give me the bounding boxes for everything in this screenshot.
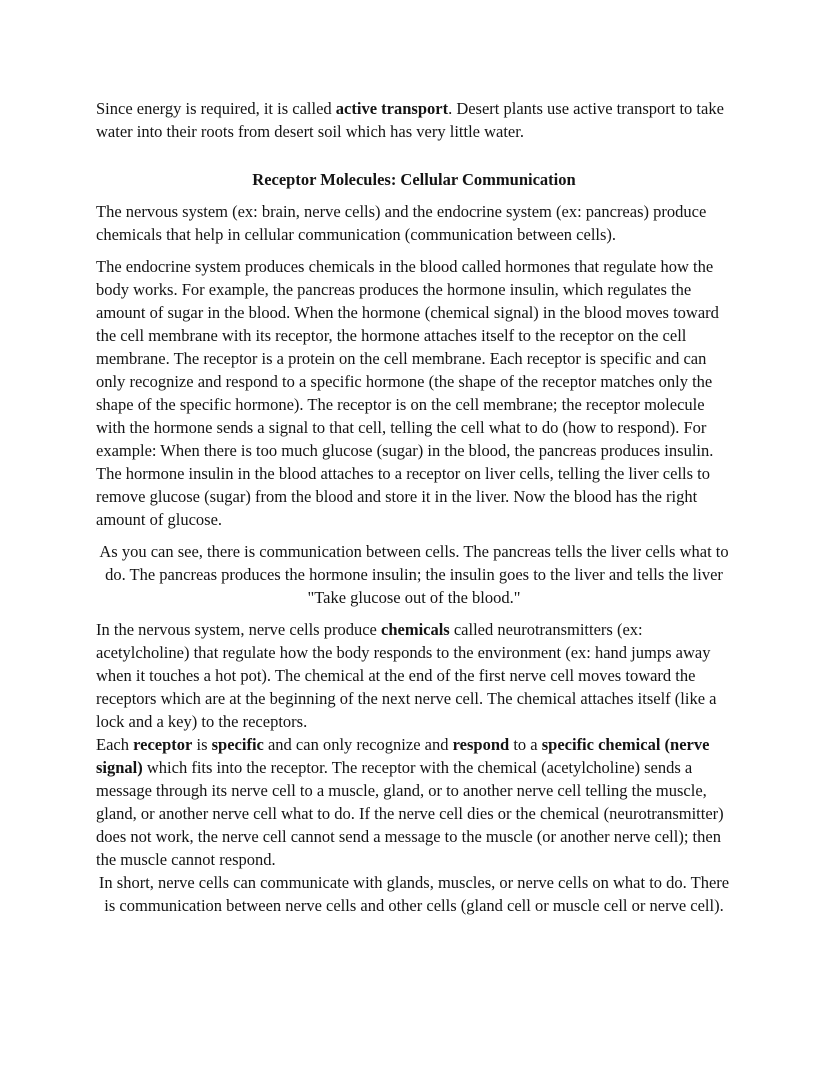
bold-text-run: receptor [133, 735, 193, 754]
bold-text-run: active transport [335, 99, 449, 118]
paragraph-summary-nerve-cells [96, 871, 732, 917]
bold-text-run: respond [452, 735, 510, 754]
bold-text-run: chemicals [381, 620, 450, 639]
text-run: Each [96, 735, 134, 754]
text-run: and can only recognize and [263, 735, 453, 754]
text-run: which fits into the receptor. The receptor with the chemical (acetylcholine) sends a message through its nerve cell to a muscle, gland, or to another nerve cell telling the muscle, gland, or another nerve cell what to do. If the nerve cell dies or the chemical (neurotransmitter) does not work, the nerve cell cannot send a message to the muscle (or another nerve cell); then the muscle cannot respond. [96, 758, 724, 869]
text-run: is [192, 735, 212, 754]
paragraph-summary-pancreas-liver [96, 540, 732, 609]
paragraph-endocrine-hormones [96, 255, 732, 531]
text-run: The endocrine system produces chemicals in the blood called hormones that regulate how the body works. For example, the pancreas produces the hormone insulin, which regulates the amount of sugar in the blood. When the hormone (chemical signal) in the blood moves toward the cell membrane with its receptor, the hormone attaches itself to the receptor on the cell membrane. The receptor is a protein on the cell membrane. Each receptor is specific and can only recognize and respond to a specific hormone (the shape of the receptor matches only the shape of the specific hormone). The receptor is on the cell membrane; the receptor molecule with the hormone sends a signal to that cell, telling the cell what to do (how to respond). For example: When there is too much glucose (sugar) in the blood, the pancreas produces insulin. The hormone insulin in the blood attaches to a receptor on liver cells, telling the liver cells to remove glucose (sugar) from the blood and store it in the liver. Now the blood has the right amount of glucose. [96, 257, 719, 529]
text-run: to a [509, 735, 542, 754]
text-run: called neurotransmitters (ex: acetylcholine) that regulate how the body responds to the environment (ex: hand jumps away when it touches a hot pot). The chemical at the end of the first nerve cell moves toward the receptors which are at the beginning of the next nerve cell. The chemical attaches itself (like a lock and a key) to the receptors. [96, 620, 717, 731]
paragraph-nervous-endocrine-intro [96, 200, 732, 246]
text-run: In short, nerve cells can communicate with glands, muscles, or nerve cells on what to do. There is communication between nerve cells and other cells (gland cell or muscle cell or nerve cell). [98, 873, 730, 915]
paragraph-nervous-neurotransmitters [96, 618, 732, 733]
text-run: Since energy is required, it is called [96, 99, 336, 118]
bold-text-run: specific chemical (nerve signal) [96, 735, 710, 777]
text-run: As you can see, there is communication between cells. The pancreas tells the liver cells what to do. The pancreas produces the hormone insulin; the insulin goes to the liver and tells the liver "Take glucose out of the blood." [99, 542, 729, 607]
bold-text-run: specific [211, 735, 264, 754]
section-heading: Receptor Molecules: Cellular Communication [252, 170, 576, 189]
text-run: The nervous system (ex: brain, nerve cells) and the endocrine system (ex: pancreas) produce chemicals that help in cellular communication (communication between cells). [96, 202, 707, 244]
document-body [96, 97, 732, 917]
text-run: . Desert plants use active transport to take water into their roots from desert soil which has very little water. [96, 99, 724, 141]
paragraph-active-transport [96, 97, 732, 143]
text-run: In the nervous system, nerve cells produce [96, 620, 381, 639]
paragraph-receptor-specific [96, 733, 732, 871]
